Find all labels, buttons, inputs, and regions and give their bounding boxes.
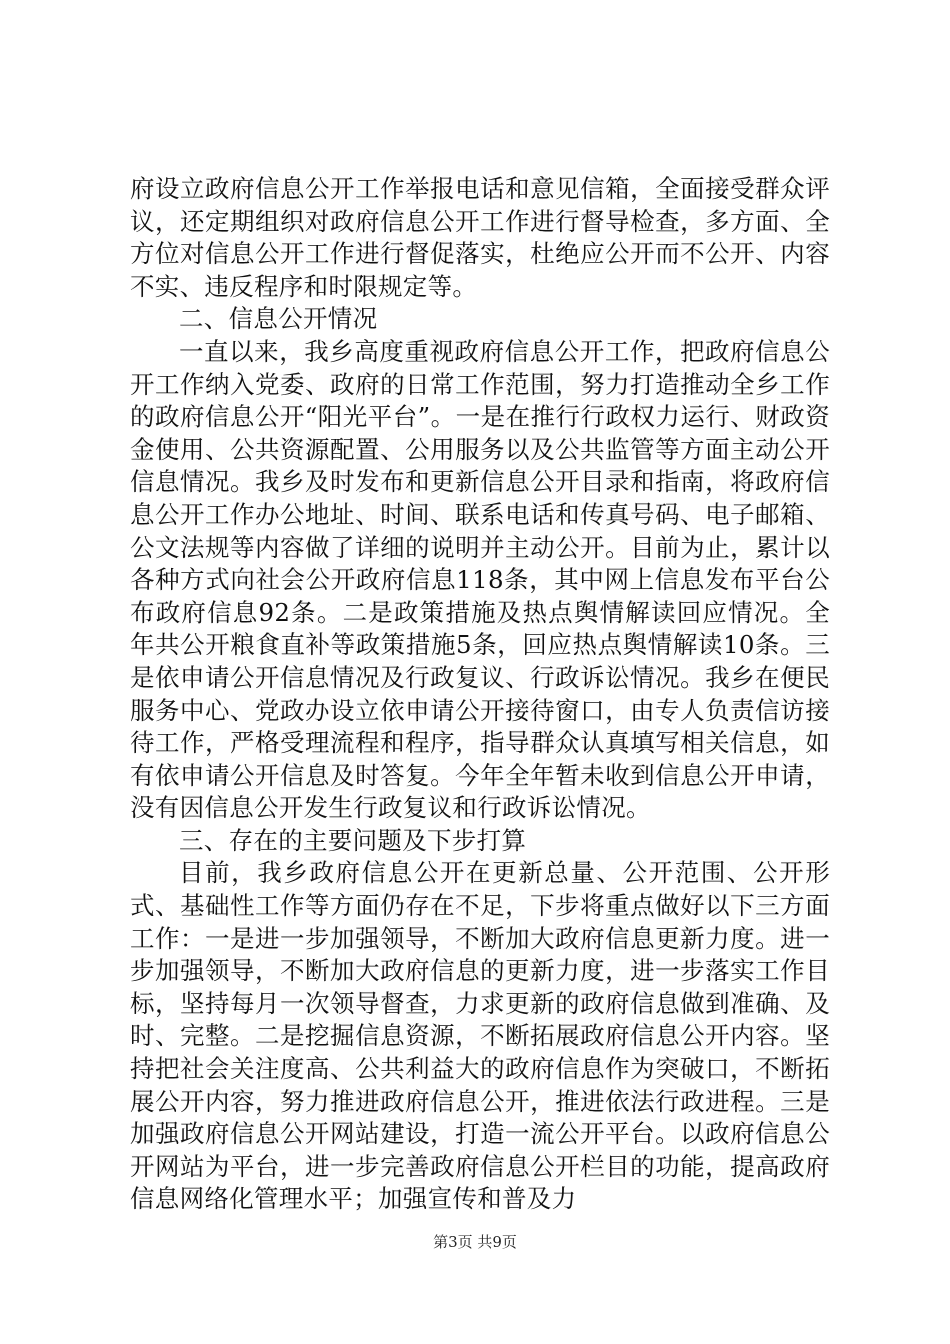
paragraph-problems-plans: 目前，我乡政府信息公开在更新总量、公开范围、公开形式、基础性工作等方面仍存在不足，下步将重点做好以下三方面工作：一是进一步加强领导，不断加大政府信息更新力度。进一步加强领导，不断加大政府信息的更新力度，进一步落实工作目标，坚持每月一次领导督查，力求更新的政府信息做到准确、及时、完整。二是挖掘信息资源，不断拓展政府信息公开内容。坚持把社会关注度高、公共利益大的政府信息作为突破口，不断拓展公开内容，努力推进政府信息公开，推进依法行政进程。三是加强政府信息公开网站建设，打造一流公开平台。以政府信息公开网站为平台，进一步完善政府信息公开栏目的功能，提高政府信息网络化管理水平；加强宣传和普及力 <box>130 858 830 1214</box>
section-heading-problems-plans: 三、存在的主要问题及下步打算 <box>179 825 527 855</box>
paragraph-continuation: 府设立政府信息公开工作举报电话和意见信箱，全面接受群众评议，还定期组织对政府信息公开工作进行督导检查，多方面、全方位对信息公开工作进行督促落实，杜绝应公开而不公开、内容不实、违反程序和时限规定等。 <box>130 174 830 301</box>
section-heading-info-disclosure: 二、信息公开情况 <box>179 304 378 334</box>
document-body <box>130 173 830 1216</box>
page-footer: 第3页 共9页 <box>433 1233 517 1251</box>
paragraph-info-disclosure: 一直以来，我乡高度重视政府信息公开工作，把政府信息公开工作纳入党委、政府的日常工作范围，努力打造推动全乡工作的政府信息公开“阳光平台”。一是在推行行政权力运行、财政资金使用、公共资源配置、公用服务以及公共监管等方面主动公开信息情况。我乡及时发布和更新信息公开目录和指南，将政府信息公开工作办公地址、时间、联系电话和传真号码、电子邮箱、公文法规等内容做了详细的说明并主动公开。目前为止，累计以各种方式向社会公开政府信息118条，其中网上信息发布平台公布政府信息92条。二是政策措施及热点舆情解读回应情况。全年共公开粮食直补等政策措施5条，回应热点舆情解读10条。三是依申请公开信息情况及行政复议、行政诉讼情况。我乡在便民服务中心、党政办设立依申请公开接待窗口，由专人负责信访接待工作，严格受理流程和程序，指导群众认真填写相关信息，如有依申请公开信息及时答复。今年全年暂未收到信息公开申请，没有因信息公开发生行政复议和行政诉讼情况。 <box>130 336 830 823</box>
